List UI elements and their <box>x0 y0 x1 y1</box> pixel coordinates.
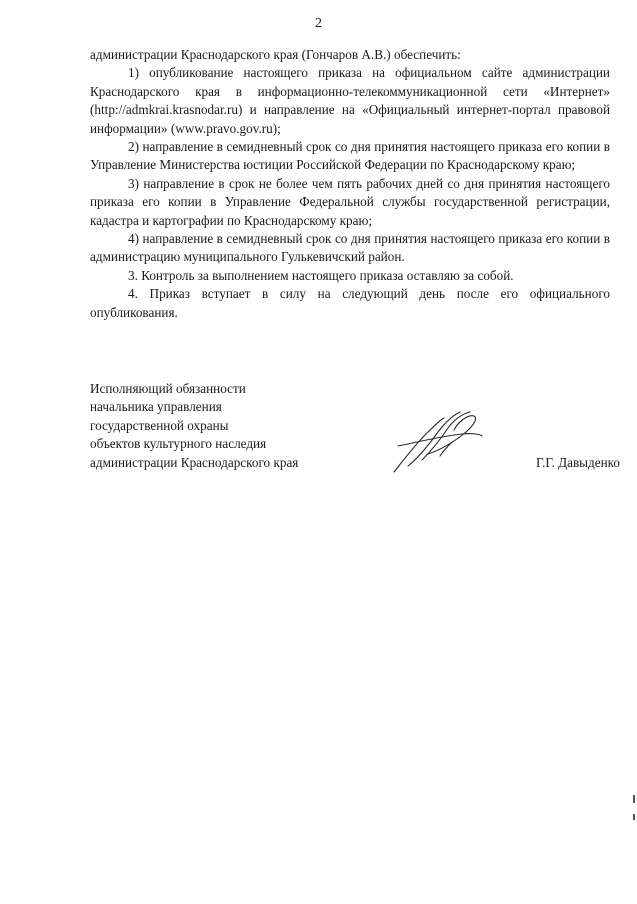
page-number: 2 <box>315 16 322 31</box>
paragraph-intro: администрации Краснодарского края (Гончаров А.В.) обеспечить: <box>90 47 461 62</box>
signer-title-line: администрации Краснодарского края <box>90 454 299 470</box>
signer-title-line: Исполняющий обязанности <box>90 381 246 396</box>
paragraph-control: 3. Контроль за выполнением настоящего приказа оставляю за собой. <box>128 267 514 283</box>
paragraph-item-2: 2) направление в семидневный срок со дня принятия настоящего приказа его копии в Управление Министерства юстиции Российской Федерации по Краснодарскому краю; <box>90 139 610 173</box>
signer-name: Г.Г. Давыденко <box>535 454 620 470</box>
handwritten-signature <box>388 406 484 476</box>
scan-edge-mark <box>633 795 635 803</box>
paragraph-item-3: 3) направление в срок не более чем пять рабочих дней со дня принятия настоящего приказа его копии в Управление Федеральной службы государственной регистрации, кадастра и картографии по Краснодарскому краю; <box>90 175 610 228</box>
document-body <box>90 46 610 322</box>
signer-title-line: государственной охраны <box>90 417 229 433</box>
paragraph-effective-date: 4. Приказ вступает в силу на следующий день после его официального опубликования. <box>90 286 610 320</box>
signature-block <box>90 380 630 490</box>
scan-edge-mark <box>633 814 635 820</box>
paragraph-item-4: 4) направление в семидневный срок со дня принятия настоящего приказа его копии в администрацию муниципального Гулькевичский район. <box>90 231 610 265</box>
signer-title-line: объектов культурного наследия <box>90 436 267 452</box>
paragraph-item-1: 1) опубликование настоящего приказа на официальном сайте администрации Краснодарского края в информационно-телекоммуникационной сети «Интернет» (http://admkrai.krasnodar.ru) и направление на «Официальный интернет-портал правовой информации» (www.pravo.gov.ru); <box>90 65 610 136</box>
signer-title-line: начальника управления <box>90 399 222 415</box>
signer-title <box>90 380 298 472</box>
